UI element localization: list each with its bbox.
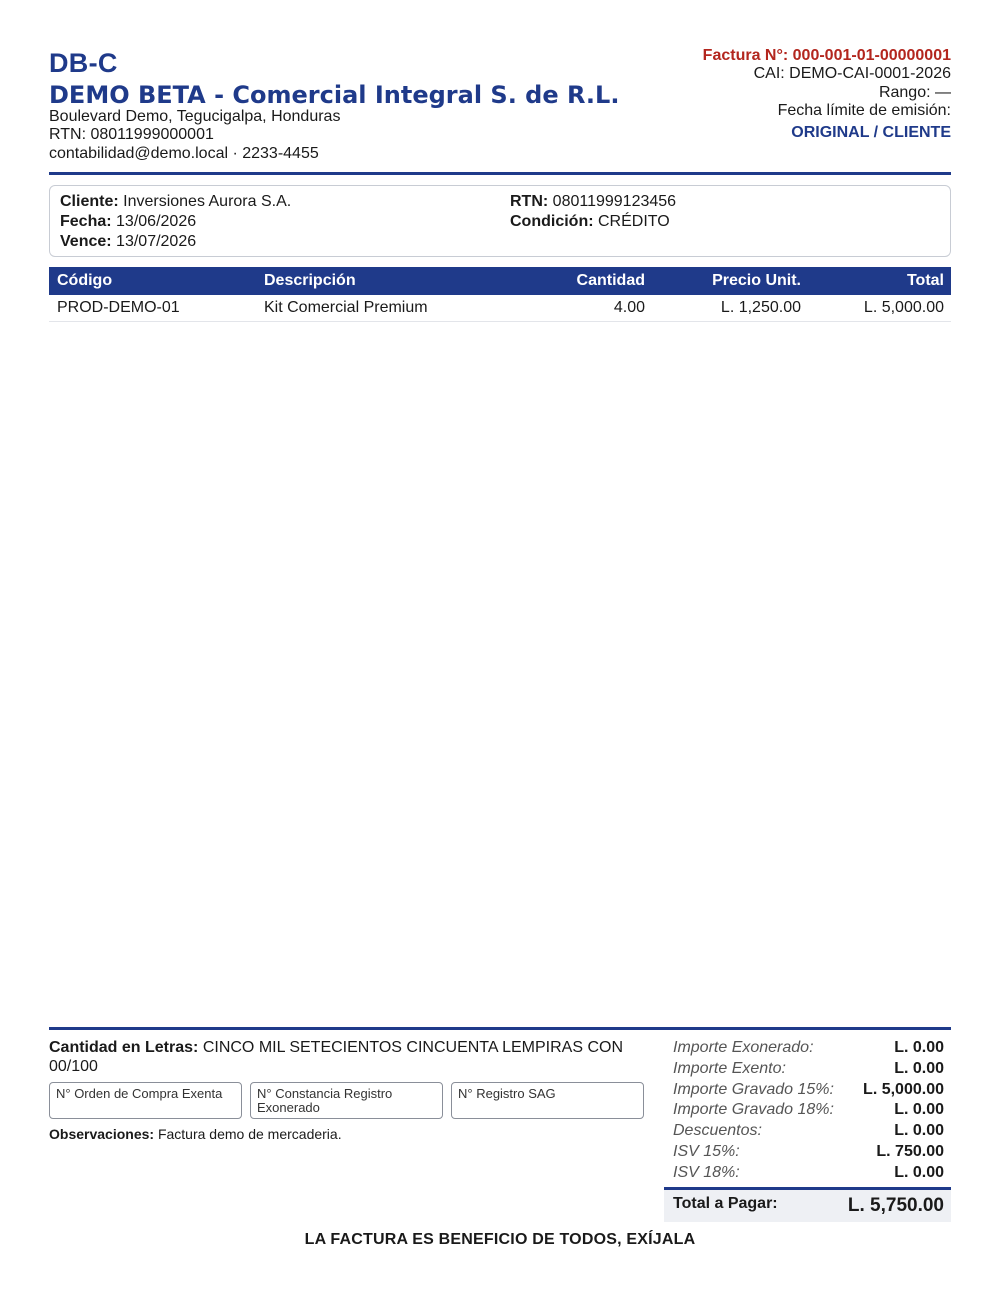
summary-label: Importe Gravado 15%: — [673, 1080, 834, 1098]
summary-row — [664, 1059, 951, 1080]
amount-in-words-label: Cantidad en Letras: — [49, 1039, 199, 1056]
invoice-meta — [703, 46, 951, 142]
summary-value: L. 0.00 — [894, 1122, 944, 1140]
header-unit-price: Precio Unit. — [712, 272, 801, 289]
header-quantity: Cantidad — [576, 272, 645, 289]
header-divider — [49, 172, 951, 175]
observations-value: Factura demo de mercaderia. — [157, 1126, 342, 1142]
client-name-value: Inversiones Aurora S.A. — [123, 193, 292, 210]
summary-label: Importe Gravado 18%: — [673, 1101, 834, 1119]
summary-row — [664, 1163, 951, 1184]
client-condition-label: Condición: — [510, 213, 594, 230]
summary-label: ISV 18%: — [673, 1163, 740, 1181]
header-description: Descripción — [264, 272, 356, 289]
invoice-deadline: Fecha límite de emisión: — [777, 102, 951, 119]
invoice-cai: CAI: DEMO-CAI-0001-2026 — [753, 65, 951, 82]
invoice-copy-label: ORIGINAL / CLIENTE — [791, 123, 951, 141]
invoice-number: Factura N°: 000-001-01-00000001 — [702, 47, 951, 64]
summary-value: L. 5,000.00 — [863, 1080, 944, 1098]
sag-registry-box: N° Registro SAG — [451, 1082, 644, 1119]
client-due-label: Vence: — [60, 233, 112, 250]
header-total: Total — [906, 272, 944, 289]
summary-value: L. 0.00 — [894, 1039, 944, 1056]
company-name: DEMO BETA - Comercial Integral S. de R.L. — [49, 81, 620, 109]
footer-divider — [49, 1027, 951, 1030]
company-address: Boulevard Demo, Tegucigalpa, Honduras — [49, 108, 341, 125]
row-unit-price: L. 1,250.00 — [720, 299, 801, 316]
company-code: DB-C — [49, 48, 118, 78]
items-table — [49, 267, 951, 322]
observations — [49, 1126, 342, 1142]
summary-label: ISV 15%: — [673, 1142, 740, 1160]
exempt-purchase-order-box: N° Orden de Compra Exenta — [49, 1082, 242, 1119]
summary-row — [664, 1038, 951, 1059]
summary-table — [664, 1038, 951, 1184]
invoice-range: Rango: — — [878, 83, 951, 101]
summary-row — [664, 1121, 951, 1142]
invoice-page — [49, 0, 951, 1294]
client-name — [60, 193, 291, 211]
client-condition-value: CRÉDITO — [598, 213, 670, 230]
client-condition — [510, 213, 670, 231]
row-code: PROD-DEMO-01 — [57, 299, 180, 316]
row-quantity: 4.00 — [613, 299, 645, 316]
client-date-label: Fecha: — [60, 213, 112, 230]
summary-label: Importe Exento: — [673, 1059, 786, 1077]
items-table-header — [49, 267, 951, 295]
grand-total-value: L. 5,750.00 — [847, 1195, 944, 1216]
summary-value: L. 750.00 — [876, 1142, 944, 1160]
summary-row — [664, 1142, 951, 1163]
header-code: Código — [57, 272, 113, 289]
client-rtn-label: RTN: — [510, 193, 549, 210]
client-due-value: 13/07/2026 — [116, 233, 197, 250]
grand-total — [664, 1190, 951, 1222]
company-contact: contabilidad@demo.local · 2233-4455 — [49, 145, 319, 162]
exoneration-record-box: N° Constancia Registro Exonerado — [250, 1082, 443, 1119]
table-row — [49, 295, 951, 322]
invoice-header — [49, 46, 951, 176]
client-info-box — [49, 185, 951, 257]
client-due — [60, 233, 196, 251]
client-rtn-value: 08011999123456 — [552, 193, 677, 210]
row-total: L. 5,000.00 — [863, 299, 944, 316]
summary-row — [664, 1100, 951, 1121]
client-date — [60, 213, 196, 231]
client-date-value: 13/06/2026 — [116, 213, 197, 230]
row-description: Kit Comercial Premium — [264, 299, 428, 316]
summary-label: Importe Exonerado: — [673, 1039, 814, 1056]
client-name-label: Cliente: — [60, 193, 119, 210]
grand-total-label: Total a Pagar: — [673, 1195, 778, 1212]
client-rtn — [510, 193, 676, 211]
company-rtn: RTN: 08011999000001 — [49, 126, 214, 143]
observations-label: Observaciones: — [49, 1126, 155, 1142]
summary-value: L. 0.00 — [894, 1059, 944, 1077]
amount-in-words-value: CINCO MIL SETECIENTOS CINCUENTA LEMPIRAS CON 00/100 — [49, 1039, 624, 1075]
summary-value: L. 0.00 — [894, 1163, 944, 1181]
summary-label: Descuentos: — [673, 1122, 762, 1140]
footer-slogan: LA FACTURA ES BENEFICIO DE TODOS, EXÍJALA — [304, 1231, 696, 1248]
summary-value: L. 0.00 — [894, 1101, 944, 1119]
summary-row — [664, 1080, 951, 1101]
amount-in-words — [49, 1038, 649, 1076]
